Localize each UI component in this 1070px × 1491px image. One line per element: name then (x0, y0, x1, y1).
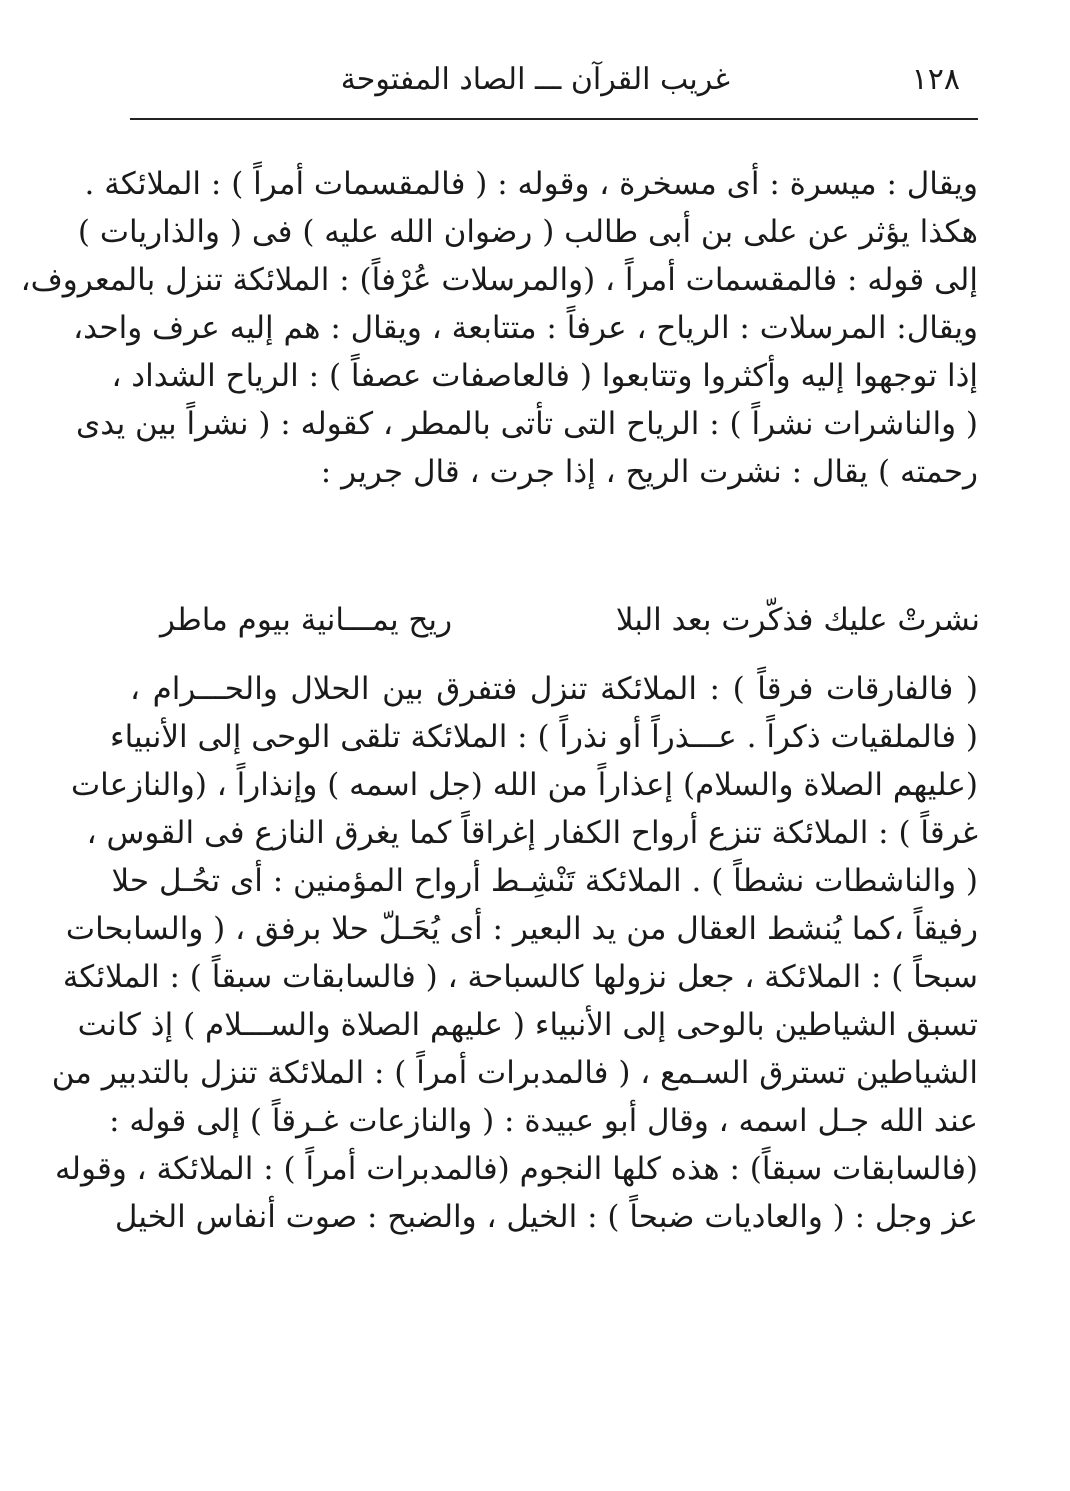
text-line: إلى قوله : فالمقسمات أمراً ، (والمرسلات عُرْفاً) : الملائكة تنزل بالمعروف، (20, 262, 978, 298)
text-line: سبحاً ) : الملائكة ، جعل نزولها كالسباحة ، ( فالسابقات سبقاً ) : الملائكة (62, 959, 978, 995)
text-line: عز وجل : ( والعاديات ضبحاً ) : الخيل ، والضبح : صوت أنفاس الخيل (114, 1199, 978, 1235)
text-line: رحمته ) يقال : نشرت الريح ، إذا جرت ، قال جرير : (320, 454, 978, 490)
text-line: ( فالملقيات ذكراً . عـــذراً أو نذراً ) : الملائكة تلقى الوحى إلى الأنبياء (110, 719, 978, 755)
paragraph-2 (51, 665, 978, 1241)
text-line: ( والناشطات نشطاً ) . الملائكة تَنْشِـط أرواح المؤمنين : أى تحُـل حلا (111, 863, 978, 899)
text-line: عند الله جـل اسمه ، وقال أبو عبيدة : ( والنازعات غـرقاً ) إلى قوله : (109, 1103, 978, 1139)
running-head: غريب القرآن ـــ الصاد المفتوحة (340, 62, 730, 97)
text-line: تسبق الشياطين بالوحى إلى الأنبياء ( عليهم الصلاة والســـلام ) إذ كانت (77, 1007, 978, 1043)
verse-first-hemistich: نشرتْ عليك فذكّرت بعد البلا (615, 602, 980, 638)
text-line: رفيقاً ،كما يُنشط العقال من يد البعير : أى يُحَـلّ حلا برفق ، ( والسابحات (65, 911, 978, 947)
poetry-verse (160, 596, 980, 644)
header-rule (130, 118, 978, 120)
page-number: ١٢٨ (911, 62, 960, 97)
page-header (130, 58, 960, 108)
text-line: الشياطين تسترق السـمع ، ( فالمدبرات أمراً ) : الملائكة تنزل بالتدبير من (51, 1055, 978, 1091)
text-line: (فالسابقات سبقاً) : هذه كلها النجوم (فالمدبرات أمراً ) : الملائكة ، وقوله (54, 1151, 978, 1187)
text-line: (عليهم الصلاة والسلام) إعذاراً من الله (جل اسمه ) وإنذاراً ، (والنازعات (70, 767, 978, 803)
text-line: ويقال: المرسلات : الرياح ، عرفاً : متتابعة ، ويقال : هم إليه عرف واحد، (73, 310, 978, 346)
verse-second-hemistich: ريح يمـــانية بيوم ماطر (160, 602, 453, 638)
text-line: ويقال : ميسرة : أى مسخرة ، وقوله : ( فالمقسمات أمراً ) : الملائكة . (84, 166, 978, 202)
text-line: ( فالفارقات فرقاً ) : الملائكة تنزل فتفرق بين الحلال والحـــرام ، (130, 671, 978, 707)
text-line: هكذا يؤثر عن على بن أبى طالب ( رضوان الله عليه ) فى ( والذاريات ) (77, 214, 978, 250)
text-line: غرقاً ) : الملائكة تنزع أرواح الكفار إغراقاً كما يغرق النازع فى القوس ، (86, 815, 978, 851)
text-line: ( والناشرات نشراً ) : الرياح التى تأتى بالمطر ، كقوله : ( نشراً بين يدى (76, 406, 978, 442)
text-line: إذا توجهوا إليه وأكثروا وتتابعوا ( فالعاصفات عصفاً ) : الرياح الشداد ، (111, 358, 978, 394)
paragraph-1 (20, 160, 978, 496)
